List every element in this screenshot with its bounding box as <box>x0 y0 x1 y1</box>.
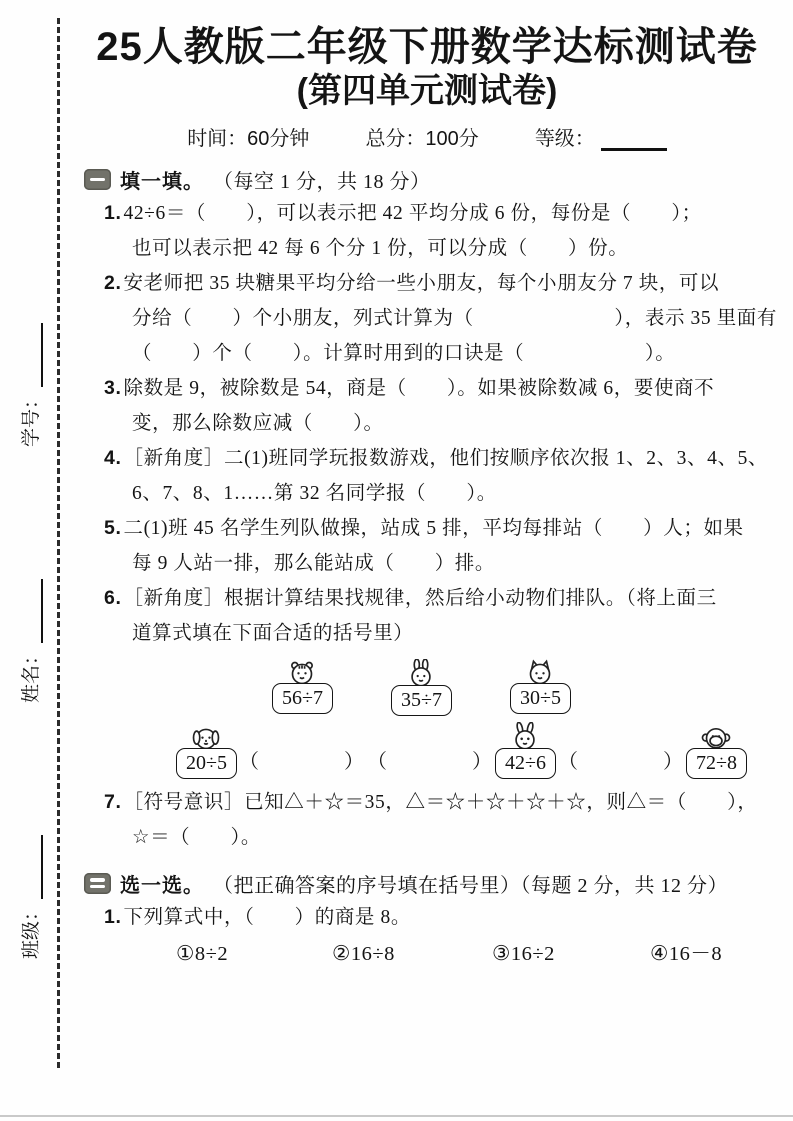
question-line: 每 9 人站一排，那么能站成（ ）排。 <box>132 552 496 574</box>
question-line: ☆＝（ ）。 <box>132 826 261 848</box>
monkey-icon <box>700 724 732 750</box>
question-number: 7. <box>104 790 122 813</box>
exam-info-row <box>84 122 770 151</box>
animal-card <box>686 724 747 779</box>
question-line <box>84 900 770 935</box>
section-two-badge-icon <box>84 873 111 894</box>
question-line <box>84 196 770 231</box>
option-3: ③16÷2 <box>492 942 555 965</box>
section1-title: 填一填。 <box>120 170 204 193</box>
name-blank-line <box>27 579 43 643</box>
animal-expression-row-bottom <box>176 722 770 779</box>
question-number: 5. <box>104 516 122 539</box>
question-number: 3. <box>104 376 122 399</box>
expression-box: 56÷7 <box>272 683 333 714</box>
cat-icon <box>524 659 556 685</box>
animal-card <box>391 659 452 716</box>
name-label: 姓名： <box>21 646 42 704</box>
grade-field <box>535 122 667 151</box>
question-line <box>84 266 770 301</box>
option-4: ④16－8 <box>650 942 723 965</box>
grade-blank-line <box>601 134 667 151</box>
answer-blank: （ ） <box>557 750 684 773</box>
question-s2-1 <box>84 900 770 972</box>
section2-header <box>84 869 770 898</box>
question-7 <box>84 785 770 855</box>
question-text: 二(1)班 45 名学生列队做操，站成 5 排，平均每排站（ ）人；如果 <box>123 517 744 539</box>
time-label: 时间：60分钟 <box>187 127 310 150</box>
rabbit-icon <box>405 659 437 687</box>
option-1: ①8÷2 <box>176 942 229 965</box>
question-4 <box>84 441 770 511</box>
question-line <box>84 511 770 546</box>
section1-header <box>84 165 770 194</box>
question-number: 1. <box>104 201 122 224</box>
option-2: ②16÷8 <box>332 942 395 965</box>
class-field <box>17 821 43 973</box>
expression-box: 42÷6 <box>495 748 556 779</box>
section-one-badge-icon <box>84 169 111 190</box>
animal-card <box>495 722 556 779</box>
answer-blank: （ ） <box>238 750 365 773</box>
animal-expression-row-top <box>272 659 770 716</box>
question-text: ［符号意识］已知△＋☆＝35，△＝☆＋☆＋☆＋☆，则△＝（ ）， <box>123 791 758 813</box>
section1-note: （每空 1 分，共 18 分） <box>213 170 431 193</box>
animal-card <box>272 659 333 716</box>
question-3 <box>84 371 770 441</box>
question-line: 道算式填在下面合适的括号里） <box>132 622 414 644</box>
question-1 <box>84 196 770 266</box>
question-5 <box>84 511 770 581</box>
question-2 <box>84 266 778 371</box>
question-line <box>84 581 770 616</box>
student-id-label: 学号： <box>21 390 42 448</box>
question-number: 4. <box>104 446 122 469</box>
question-text: ［新角度］二(1)班同学玩报数游戏，他们按顺序依次报 1、2、3、4、5、 <box>123 447 769 469</box>
section2-title: 选一选。 <box>120 874 204 897</box>
scan-bottom-edge <box>0 1115 793 1117</box>
expression-box: 20÷5 <box>176 748 237 779</box>
question-text: ［新角度］根据计算结果找规律，然后给小动物们排队。（将上面三 <box>123 587 717 609</box>
question-line: 分给（ ）个小朋友，列式计算为（ ），表示 35 里面有 <box>132 307 778 329</box>
dog-icon <box>190 724 222 750</box>
margin-divider <box>57 18 60 1068</box>
donkey-icon <box>509 722 541 750</box>
grade-label: 等级： <box>534 127 595 150</box>
options-row <box>128 937 770 972</box>
question-text: 42÷6＝（ ），可以表示把 42 平均分成 6 份，每份是（ ）； <box>123 202 702 224</box>
name-field <box>17 565 43 717</box>
question-text: 下列算式中，（ ）的商是 8。 <box>123 906 411 928</box>
question-number: 2. <box>104 271 122 294</box>
tiger-icon <box>286 659 318 685</box>
question-line: （ ）个（ ）。计算时用到的口诀是（ ）。 <box>132 342 676 364</box>
page-title: 25人教版二年级下册数学达标测试卷 <box>96 25 758 69</box>
class-blank-line <box>27 835 43 899</box>
question-text: 安老师把 35 块糖果平均分给一些小朋友，每个小朋友分 7 块，可以 <box>123 272 720 294</box>
answer-blank: （ ） <box>366 750 493 773</box>
class-label: 班级： <box>21 902 42 960</box>
question-text: 除数是 9，被除数是 54，商是（ ）。如果被除数减 6，要使商不 <box>123 377 715 399</box>
page-subtitle: (第四单元测试卷) <box>296 72 558 111</box>
total-score-label: 总分：100分 <box>365 127 479 150</box>
expression-box: 35÷7 <box>391 685 452 716</box>
student-id-field <box>17 309 43 461</box>
animal-card <box>510 659 571 716</box>
question-line: 也可以表示把 42 每 6 个分 1 份，可以分成（ ）份。 <box>132 237 629 259</box>
paper-content <box>84 24 778 972</box>
expression-box: 72÷8 <box>686 748 747 779</box>
question-line: 6、7、8、1……第 32 名同学报（ ）。 <box>132 482 497 504</box>
question-line <box>84 371 770 406</box>
animal-card <box>176 724 237 779</box>
question-number: 6. <box>104 586 122 609</box>
student-id-blank-line <box>27 323 43 387</box>
question-line <box>84 441 770 476</box>
expression-box: 30÷5 <box>510 683 571 714</box>
question-line: 变，那么除数应减（ ）。 <box>132 412 384 434</box>
question-6 <box>84 581 770 651</box>
question-number: 1. <box>104 905 122 928</box>
section2-note: （把正确答案的序号填在括号里）（每题 2 分，共 12 分） <box>213 874 728 897</box>
question-line <box>84 785 770 820</box>
